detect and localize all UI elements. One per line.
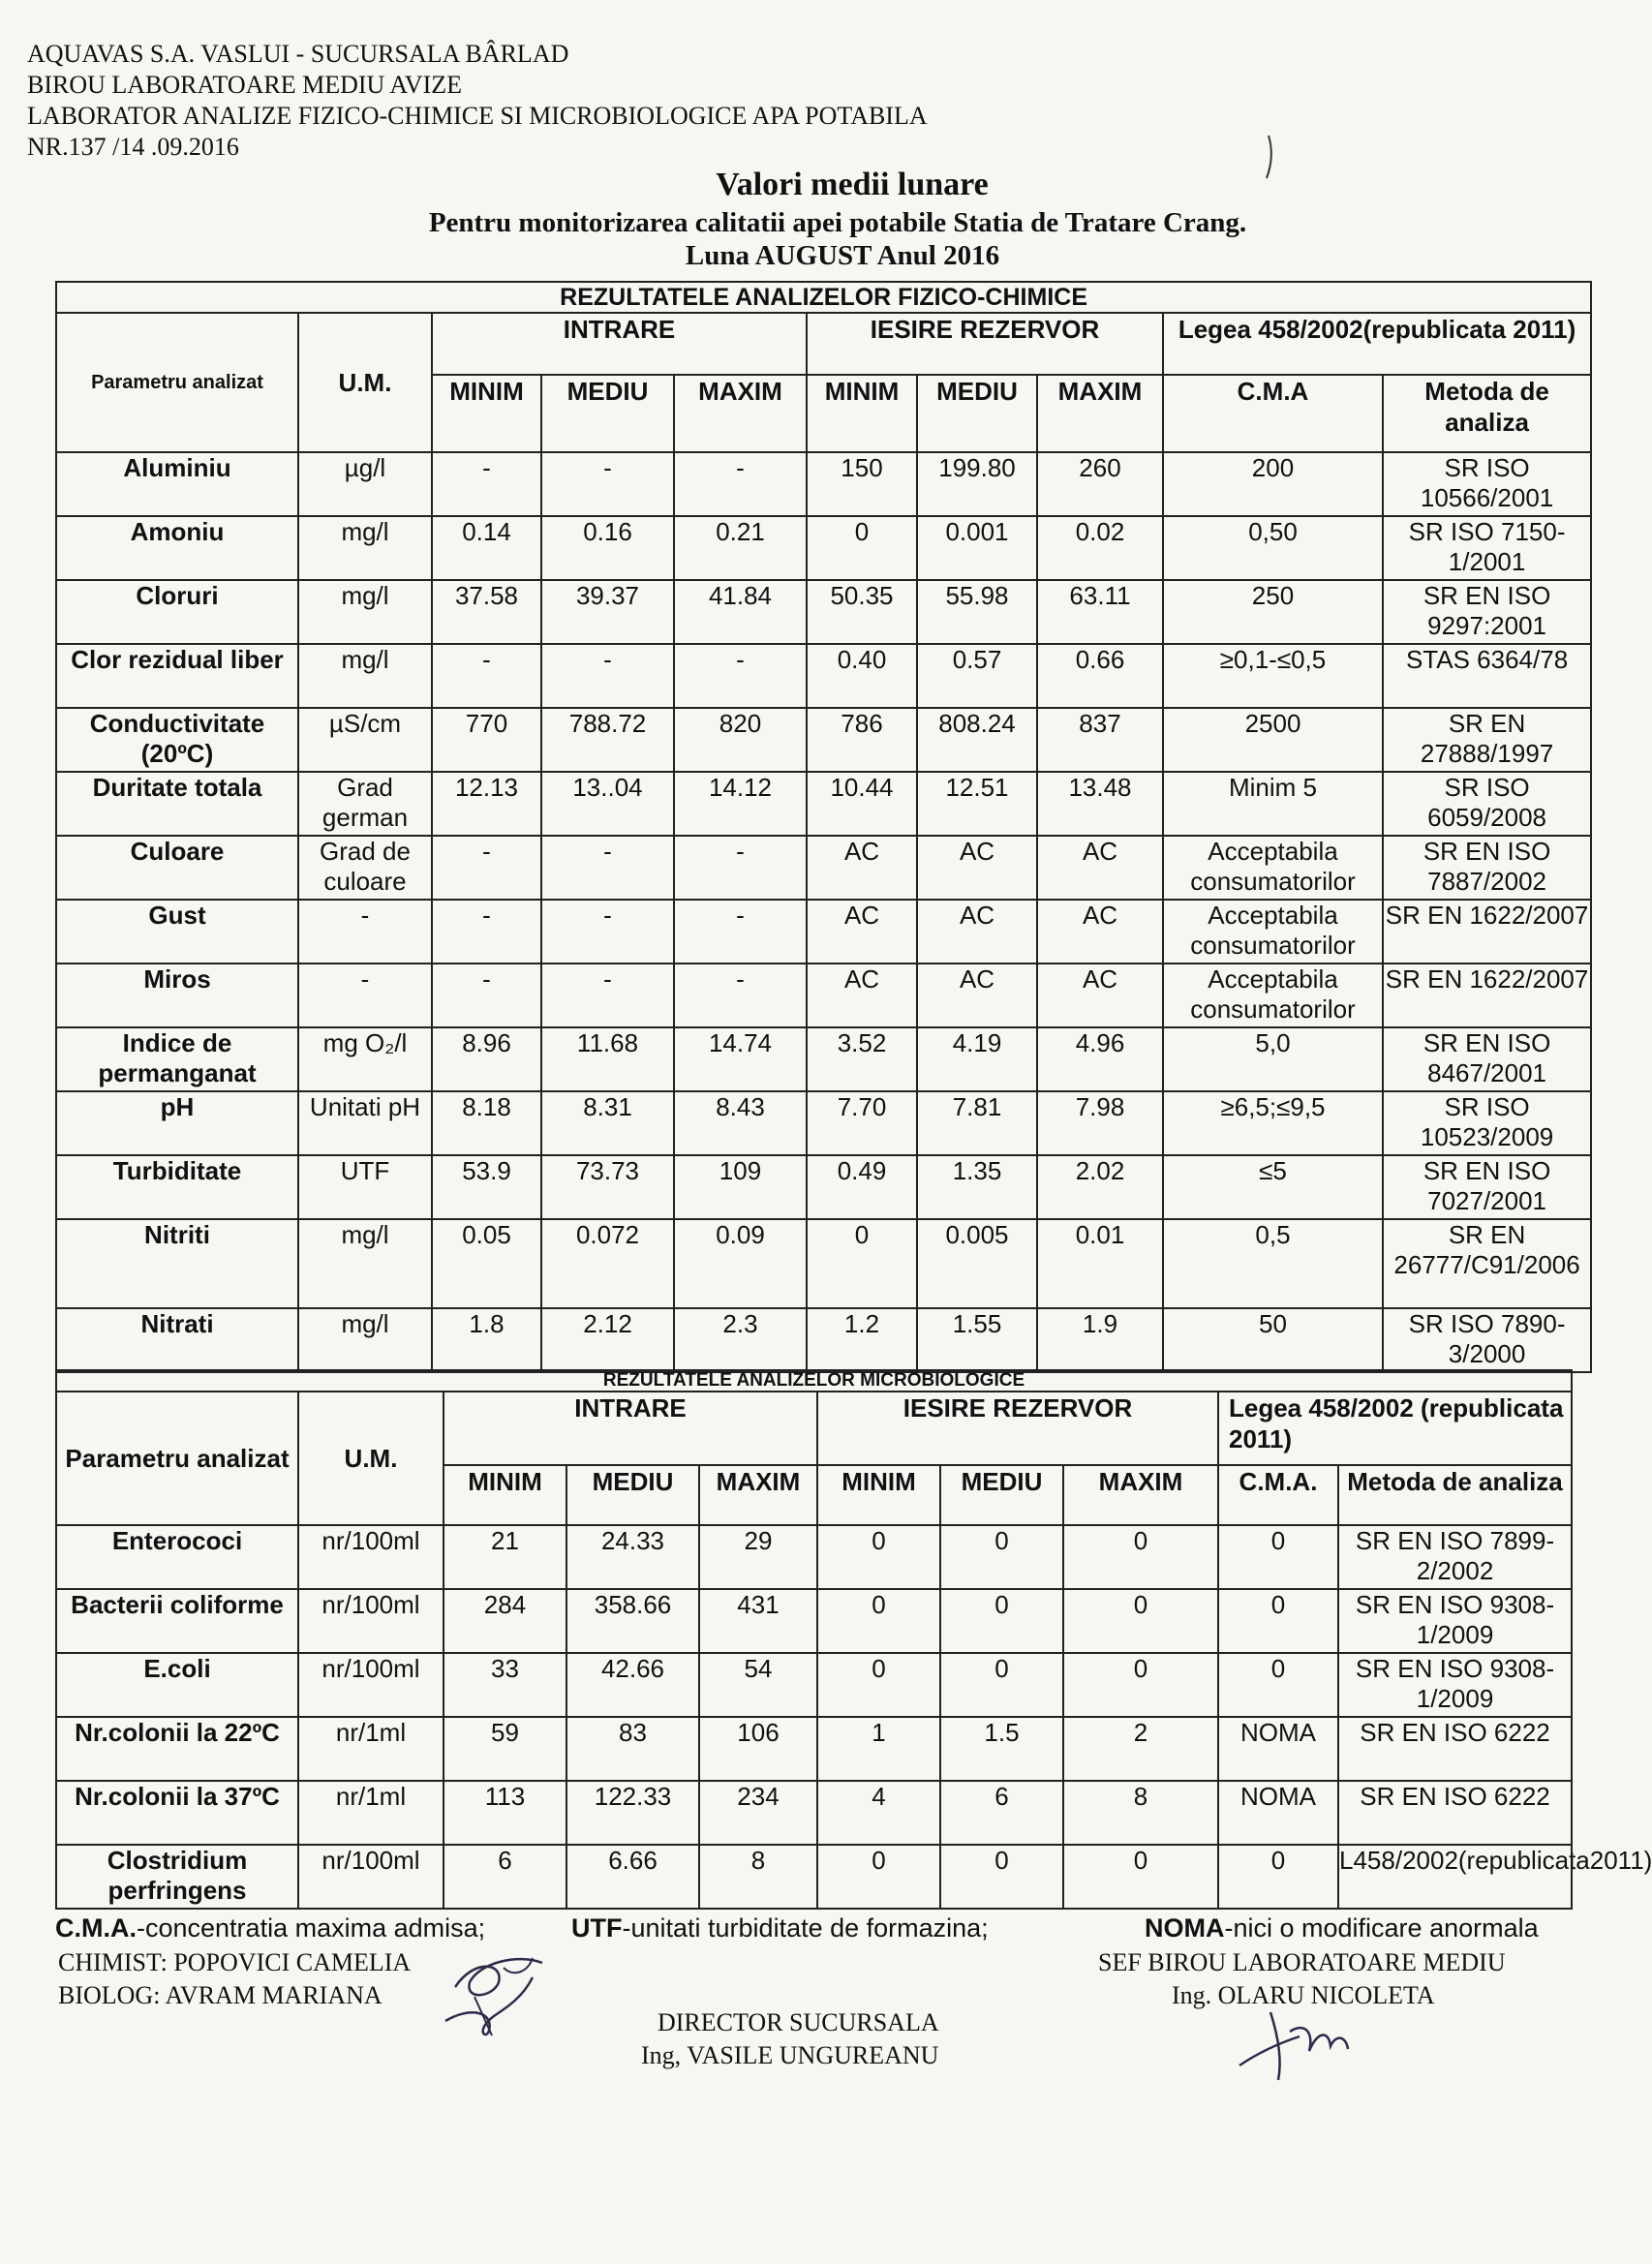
intrare-minim: 6 [444, 1845, 566, 1909]
table-row [56, 1091, 1591, 1155]
document-number: NR.137 /14 .09.2016 [27, 133, 239, 161]
iesire-maxim: 2 [1063, 1717, 1218, 1781]
intrare-maxim: - [674, 452, 807, 516]
method: SR ISO 10566/2001 [1383, 452, 1591, 516]
header-iesire-rezervor: IESIRE REZERVOR [817, 1392, 1218, 1465]
header-iesire-maxim: MAXIM [1037, 375, 1163, 452]
header-intrare: INTRARE [432, 313, 807, 375]
legend-noma [1145, 1913, 1539, 1943]
office-line: BIROU LABORATOARE MEDIU AVIZE [27, 71, 462, 99]
intrare-minim: 8.96 [432, 1027, 541, 1091]
intrare-maxim: 0.09 [674, 1219, 807, 1308]
cma-value: Minim 5 [1163, 772, 1383, 836]
cma-value: 2500 [1163, 708, 1383, 772]
parameter-name: Indice de permanganat [56, 1027, 298, 1091]
parameter-name: pH [56, 1091, 298, 1155]
iesire-mediu: 0.001 [917, 516, 1037, 580]
iesire-minim: 0 [817, 1653, 940, 1717]
intrare-maxim: 109 [674, 1155, 807, 1219]
intrare-minim: 59 [444, 1717, 566, 1781]
iesire-mediu: 6 [940, 1781, 1063, 1845]
iesire-mediu: 0 [940, 1845, 1063, 1909]
intrare-mediu: - [541, 836, 674, 900]
header-intrare-mediu: MEDIU [541, 375, 674, 452]
header-iesire-maxim: MAXIM [1063, 1465, 1218, 1525]
iesire-maxim: 0 [1063, 1525, 1218, 1589]
table-row [56, 1781, 1572, 1845]
parameter-name: Aluminiu [56, 452, 298, 516]
iesire-minim: 10.44 [807, 772, 917, 836]
intrare-maxim: 54 [699, 1653, 817, 1717]
unit: µg/l [298, 452, 432, 516]
method: SR EN ISO 6222 [1338, 1781, 1572, 1845]
iesire-minim: 0 [817, 1845, 940, 1909]
document-titles [0, 165, 1646, 271]
unit: Unitati pH [298, 1091, 432, 1155]
method: SR EN 1622/2007 [1383, 900, 1591, 964]
method: SR ISO 7150-1/2001 [1383, 516, 1591, 580]
intrare-maxim: 0.21 [674, 516, 807, 580]
head-of-office-name: Ing. OLARU NICOLETA [1172, 1981, 1435, 2009]
iesire-mediu: 12.51 [917, 772, 1037, 836]
method: SR ISO 7890-3/2000 [1383, 1308, 1591, 1372]
intrare-mediu: 8.31 [541, 1091, 674, 1155]
header-iesire-minim: MINIM [807, 375, 917, 452]
intrare-minim: 284 [444, 1589, 566, 1653]
intrare-mediu: 2.12 [541, 1308, 674, 1372]
iesire-maxim: 0 [1063, 1845, 1218, 1909]
intrare-minim: - [432, 836, 541, 900]
method: L458/2002(republicata2011) [1338, 1845, 1572, 1909]
header-metoda: Metoda de analiza [1338, 1465, 1572, 1525]
table-row [56, 964, 1591, 1027]
intrare-mediu: - [541, 452, 674, 516]
cma-value: 50 [1163, 1308, 1383, 1372]
iesire-maxim: 0 [1063, 1653, 1218, 1717]
method: SR ISO 10523/2009 [1383, 1091, 1591, 1155]
iesire-mediu: 4.19 [917, 1027, 1037, 1091]
parameter-name: Nr.colonii la 22ºC [56, 1717, 298, 1781]
intrare-maxim: 431 [699, 1589, 817, 1653]
intrare-mediu: 24.33 [566, 1525, 699, 1589]
intrare-minim: 12.13 [432, 772, 541, 836]
iesire-mediu: 0 [940, 1653, 1063, 1717]
legend-noma-text: -nici o modificare anormala [1224, 1913, 1539, 1943]
table-row [56, 1717, 1572, 1781]
microbiological-rows [56, 1525, 1652, 1909]
unit: UTF [298, 1155, 432, 1219]
iesire-maxim: 0.66 [1037, 644, 1163, 708]
cma-value: NOMA [1218, 1781, 1338, 1845]
intrare-mediu: - [541, 900, 674, 964]
header-lege: Legea 458/2002(republicata 2011) [1163, 313, 1591, 375]
parameter-name: Cloruri [56, 580, 298, 644]
iesire-minim: 786 [807, 708, 917, 772]
iesire-mediu: 808.24 [917, 708, 1037, 772]
unit: - [298, 900, 432, 964]
iesire-mediu: AC [917, 964, 1037, 1027]
cma-value: 0,5 [1163, 1219, 1383, 1308]
cma-value: 0 [1218, 1589, 1338, 1653]
unit: nr/1ml [298, 1717, 444, 1781]
table-row [56, 1155, 1591, 1219]
intrare-minim: 8.18 [432, 1091, 541, 1155]
method: SR EN 27888/1997 [1383, 708, 1591, 772]
method: SR EN 1622/2007 [1383, 964, 1591, 1027]
header-metoda: Metoda de analiza [1383, 375, 1591, 452]
header-parameter: Parametru analizat [56, 1392, 298, 1525]
parameter-name: Clor rezidual liber [56, 644, 298, 708]
physico-chemical-rows [56, 452, 1591, 1372]
parameter-name: E.coli [56, 1653, 298, 1717]
intrare-minim: 113 [444, 1781, 566, 1845]
intrare-mediu: 73.73 [541, 1155, 674, 1219]
iesire-maxim: 0.02 [1037, 516, 1163, 580]
iesire-minim: 0 [817, 1589, 940, 1653]
method: SR EN ISO 7027/2001 [1383, 1155, 1591, 1219]
iesire-minim: AC [807, 964, 917, 1027]
parameter-name: Nitrati [56, 1308, 298, 1372]
intrare-mediu: - [541, 964, 674, 1027]
unit: µS/cm [298, 708, 432, 772]
header-intrare-maxim: MAXIM [674, 375, 807, 452]
header-cma: C.M.A. [1218, 1465, 1338, 1525]
chemist-signature-icon [436, 1939, 562, 2045]
intrare-maxim: 820 [674, 708, 807, 772]
iesire-maxim: 63.11 [1037, 580, 1163, 644]
intrare-mediu: 358.66 [566, 1589, 699, 1653]
iesire-minim: 0.40 [807, 644, 917, 708]
parameter-name: Miros [56, 964, 298, 1027]
method: SR EN ISO 7887/2002 [1383, 836, 1591, 900]
iesire-minim: 0.49 [807, 1155, 917, 1219]
method: SR EN ISO 9297:2001 [1383, 580, 1591, 644]
table-row [56, 900, 1591, 964]
table-row [56, 644, 1591, 708]
intrare-mediu: 39.37 [541, 580, 674, 644]
director-title: DIRECTOR SUCURSALA [658, 2008, 939, 2036]
iesire-mediu: 1.55 [917, 1308, 1037, 1372]
legend-utf [571, 1913, 989, 1943]
method: SR EN ISO 7899-2/2002 [1338, 1525, 1572, 1589]
iesire-mediu: 55.98 [917, 580, 1037, 644]
unit: nr/100ml [298, 1525, 444, 1589]
iesire-minim: 0 [817, 1525, 940, 1589]
table-row [56, 1589, 1572, 1653]
unit: mg/l [298, 1308, 432, 1372]
cma-value: 0 [1218, 1525, 1338, 1589]
intrare-maxim: 14.74 [674, 1027, 807, 1091]
header-iesire-mediu: MEDIU [917, 375, 1037, 452]
intrare-minim: 21 [444, 1525, 566, 1589]
intrare-maxim: - [674, 964, 807, 1027]
section-title-microbiological: REZULTATELE ANALIZELOR MICROBIOLOGICE [56, 1370, 1572, 1392]
section-title-physico-chemical: REZULTATELE ANALIZELOR FIZICO-CHIMICE [56, 282, 1591, 313]
intrare-minim: - [432, 964, 541, 1027]
legend-cma-text: -concentratia maxima admisa; [137, 1913, 486, 1943]
intrare-minim: 37.58 [432, 580, 541, 644]
parameter-name: Conductivitate (20ºC) [56, 708, 298, 772]
iesire-minim: AC [807, 836, 917, 900]
legend-cma-key: C.M.A. [55, 1913, 137, 1943]
biologist-name: BIOLOG: AVRAM MARIANA [58, 1981, 382, 2009]
method: SR ISO 6059/2008 [1383, 772, 1591, 836]
head-of-office-title: SEF BIROU LABORATOARE MEDIU [1098, 1948, 1506, 1976]
unit: mg/l [298, 580, 432, 644]
iesire-mediu: 0.57 [917, 644, 1037, 708]
cma-value: 200 [1163, 452, 1383, 516]
iesire-maxim: 8 [1063, 1781, 1218, 1845]
iesire-minim: 3.52 [807, 1027, 917, 1091]
unit: mg/l [298, 1219, 432, 1308]
parameter-name: Turbiditate [56, 1155, 298, 1219]
intrare-minim: 33 [444, 1653, 566, 1717]
unit: Grad german [298, 772, 432, 836]
intrare-mediu: 83 [566, 1717, 699, 1781]
company-line: AQUAVAS S.A. VASLUI - SUCURSALA BÂRLAD [27, 40, 569, 68]
unit: mg/l [298, 644, 432, 708]
table-row [56, 516, 1591, 580]
iesire-maxim: 7.98 [1037, 1091, 1163, 1155]
intrare-minim: 53.9 [432, 1155, 541, 1219]
parameter-name: Enterococi [56, 1525, 298, 1589]
intrare-maxim: 106 [699, 1717, 817, 1781]
header-cma: C.M.A [1163, 375, 1383, 452]
header-parameter: Parametru analizat [56, 313, 298, 452]
header-intrare-maxim: MAXIM [699, 1465, 817, 1525]
parameter-name: Duritate totala [56, 772, 298, 836]
intrare-mediu: 788.72 [541, 708, 674, 772]
unit: mg/l [298, 516, 432, 580]
microbiological-table [55, 1369, 1652, 1910]
intrare-maxim: - [674, 836, 807, 900]
cma-value: Acceptabila consumatorilor [1163, 900, 1383, 964]
unit: nr/100ml [298, 1589, 444, 1653]
iesire-mediu: 199.80 [917, 452, 1037, 516]
iesire-minim: 0 [807, 516, 917, 580]
iesire-minim: AC [807, 900, 917, 964]
method: SR EN ISO 8467/2001 [1383, 1027, 1591, 1091]
method: STAS 6364/78 [1383, 644, 1591, 708]
intrare-mediu: 6.66 [566, 1845, 699, 1909]
iesire-mediu: AC [917, 836, 1037, 900]
intrare-mediu: 0.16 [541, 516, 674, 580]
page-subtitle: Pentru monitorizarea calitatii apei potabile Statia de Tratare Crang. [428, 207, 1247, 238]
cma-value: 0,50 [1163, 516, 1383, 580]
cma-value: ≥0,1-≤0,5 [1163, 644, 1383, 708]
table-row [56, 772, 1591, 836]
table-row [56, 1845, 1572, 1909]
intrare-mediu: 122.33 [566, 1781, 699, 1845]
cma-value: NOMA [1218, 1717, 1338, 1781]
legend-utf-text: -unitati turbiditate de formazina; [622, 1913, 989, 1943]
iesire-mediu: 0.005 [917, 1219, 1037, 1308]
iesire-minim: 1.2 [807, 1308, 917, 1372]
method: SR EN 26777/C91/2006 [1383, 1219, 1591, 1308]
parameter-name: Nitriti [56, 1219, 298, 1308]
parameter-name: Amoniu [56, 516, 298, 580]
iesire-mediu: 1.5 [940, 1717, 1063, 1781]
cma-value: 5,0 [1163, 1027, 1383, 1091]
iesire-minim: 7.70 [807, 1091, 917, 1155]
unit: mg O₂/l [298, 1027, 432, 1091]
report-period: Luna AUGUST Anul 2016 [685, 240, 1000, 271]
table-row [56, 1525, 1572, 1589]
iesire-maxim: 13.48 [1037, 772, 1163, 836]
intrare-minim: 1.8 [432, 1308, 541, 1372]
cma-value: Acceptabila consumatorilor [1163, 836, 1383, 900]
header-iesire-minim: MINIM [817, 1465, 940, 1525]
iesire-maxim: 4.96 [1037, 1027, 1163, 1091]
table-row [56, 708, 1591, 772]
unit: - [298, 964, 432, 1027]
intrare-minim: 0.14 [432, 516, 541, 580]
parameter-name: Nr.colonii la 37ºC [56, 1781, 298, 1845]
method: SR EN ISO 9308-1/2009 [1338, 1589, 1572, 1653]
intrare-mediu: - [541, 644, 674, 708]
iesire-minim: 150 [807, 452, 917, 516]
iesire-maxim: AC [1037, 964, 1163, 1027]
intrare-mediu: 11.68 [541, 1027, 674, 1091]
iesire-mediu: 0 [940, 1589, 1063, 1653]
table-row [56, 1308, 1591, 1372]
iesire-mediu: 1.35 [917, 1155, 1037, 1219]
intrare-minim: 0.05 [432, 1219, 541, 1308]
header-iesire-rezervor: IESIRE REZERVOR [807, 313, 1163, 375]
iesire-maxim: 260 [1037, 452, 1163, 516]
parameter-name: Clostridium perfringens [56, 1845, 298, 1909]
document-header [27, 39, 928, 163]
iesire-maxim: 2.02 [1037, 1155, 1163, 1219]
iesire-maxim: 0.01 [1037, 1219, 1163, 1308]
cma-value: Acceptabila consumatorilor [1163, 964, 1383, 1027]
unit: nr/1ml [298, 1781, 444, 1845]
iesire-maxim: AC [1037, 900, 1163, 964]
iesire-minim: 4 [817, 1781, 940, 1845]
table-row [56, 836, 1591, 900]
iesire-minim: 0 [807, 1219, 917, 1308]
chemist-name: CHIMIST: POPOVICI CAMELIA [58, 1948, 412, 1976]
intrare-maxim: 29 [699, 1525, 817, 1589]
intrare-maxim: 2.3 [674, 1308, 807, 1372]
header-iesire-mediu: MEDIU [940, 1465, 1063, 1525]
iesire-mediu: AC [917, 900, 1037, 964]
iesire-minim: 50.35 [807, 580, 917, 644]
director-name: Ing, VASILE UNGUREANU [641, 2041, 939, 2069]
cma-value: 0 [1218, 1845, 1338, 1909]
intrare-maxim: 8.43 [674, 1091, 807, 1155]
intrare-maxim: - [674, 644, 807, 708]
intrare-minim: 770 [432, 708, 541, 772]
iesire-maxim: 837 [1037, 708, 1163, 772]
head-of-office-signature-icon [1232, 1993, 1358, 2090]
parameter-name: Bacterii coliforme [56, 1589, 298, 1653]
header-lege: Legea 458/2002 (republicata 2011) [1218, 1392, 1572, 1465]
intrare-maxim: 14.12 [674, 772, 807, 836]
intrare-minim: - [432, 900, 541, 964]
legend-noma-key: NOMA [1145, 1913, 1225, 1943]
iesire-maxim: 0 [1063, 1589, 1218, 1653]
header-unit: U.M. [298, 313, 432, 452]
physico-chemical-table [55, 281, 1592, 1373]
page-title: Valori medii lunare [716, 167, 989, 202]
iesire-mediu: 0 [940, 1525, 1063, 1589]
cma-value: ≤5 [1163, 1155, 1383, 1219]
unit: nr/100ml [298, 1653, 444, 1717]
method: SR EN ISO 6222 [1338, 1717, 1572, 1781]
intrare-minim: - [432, 644, 541, 708]
iesire-minim: 1 [817, 1717, 940, 1781]
table-row [56, 580, 1591, 644]
table-row [56, 452, 1591, 516]
header-intrare-minim: MINIM [432, 375, 541, 452]
intrare-maxim: - [674, 900, 807, 964]
method: SR EN ISO 9308-1/2009 [1338, 1653, 1572, 1717]
intrare-mediu: 0.072 [541, 1219, 674, 1308]
legend-utf-key: UTF [571, 1913, 623, 1943]
intrare-maxim: 8 [699, 1845, 817, 1909]
unit: nr/100ml [298, 1845, 444, 1909]
iesire-maxim: AC [1037, 836, 1163, 900]
table-row [56, 1653, 1572, 1717]
parameter-name: Culoare [56, 836, 298, 900]
table-row [56, 1219, 1591, 1308]
intrare-maxim: 41.84 [674, 580, 807, 644]
iesire-maxim: 1.9 [1037, 1308, 1163, 1372]
intrare-minim: - [432, 452, 541, 516]
cma-value: 0 [1218, 1653, 1338, 1717]
cma-value: 250 [1163, 580, 1383, 644]
header-intrare-mediu: MEDIU [566, 1465, 699, 1525]
unit: Grad de culoare [298, 836, 432, 900]
iesire-mediu: 7.81 [917, 1091, 1037, 1155]
header-intrare: INTRARE [444, 1392, 817, 1465]
cma-value: ≥6,5;≤9,5 [1163, 1091, 1383, 1155]
intrare-mediu: 42.66 [566, 1653, 699, 1717]
header-intrare-minim: MINIM [444, 1465, 566, 1525]
table-row [56, 1027, 1591, 1091]
intrare-mediu: 13..04 [541, 772, 674, 836]
legend-cma [55, 1913, 485, 1943]
laboratory-line: LABORATOR ANALIZE FIZICO-CHIMICE SI MICROBIOLOGICE APA POTABILA [27, 102, 928, 130]
intrare-maxim: 234 [699, 1781, 817, 1845]
header-unit: U.M. [298, 1392, 444, 1525]
parameter-name: Gust [56, 900, 298, 964]
